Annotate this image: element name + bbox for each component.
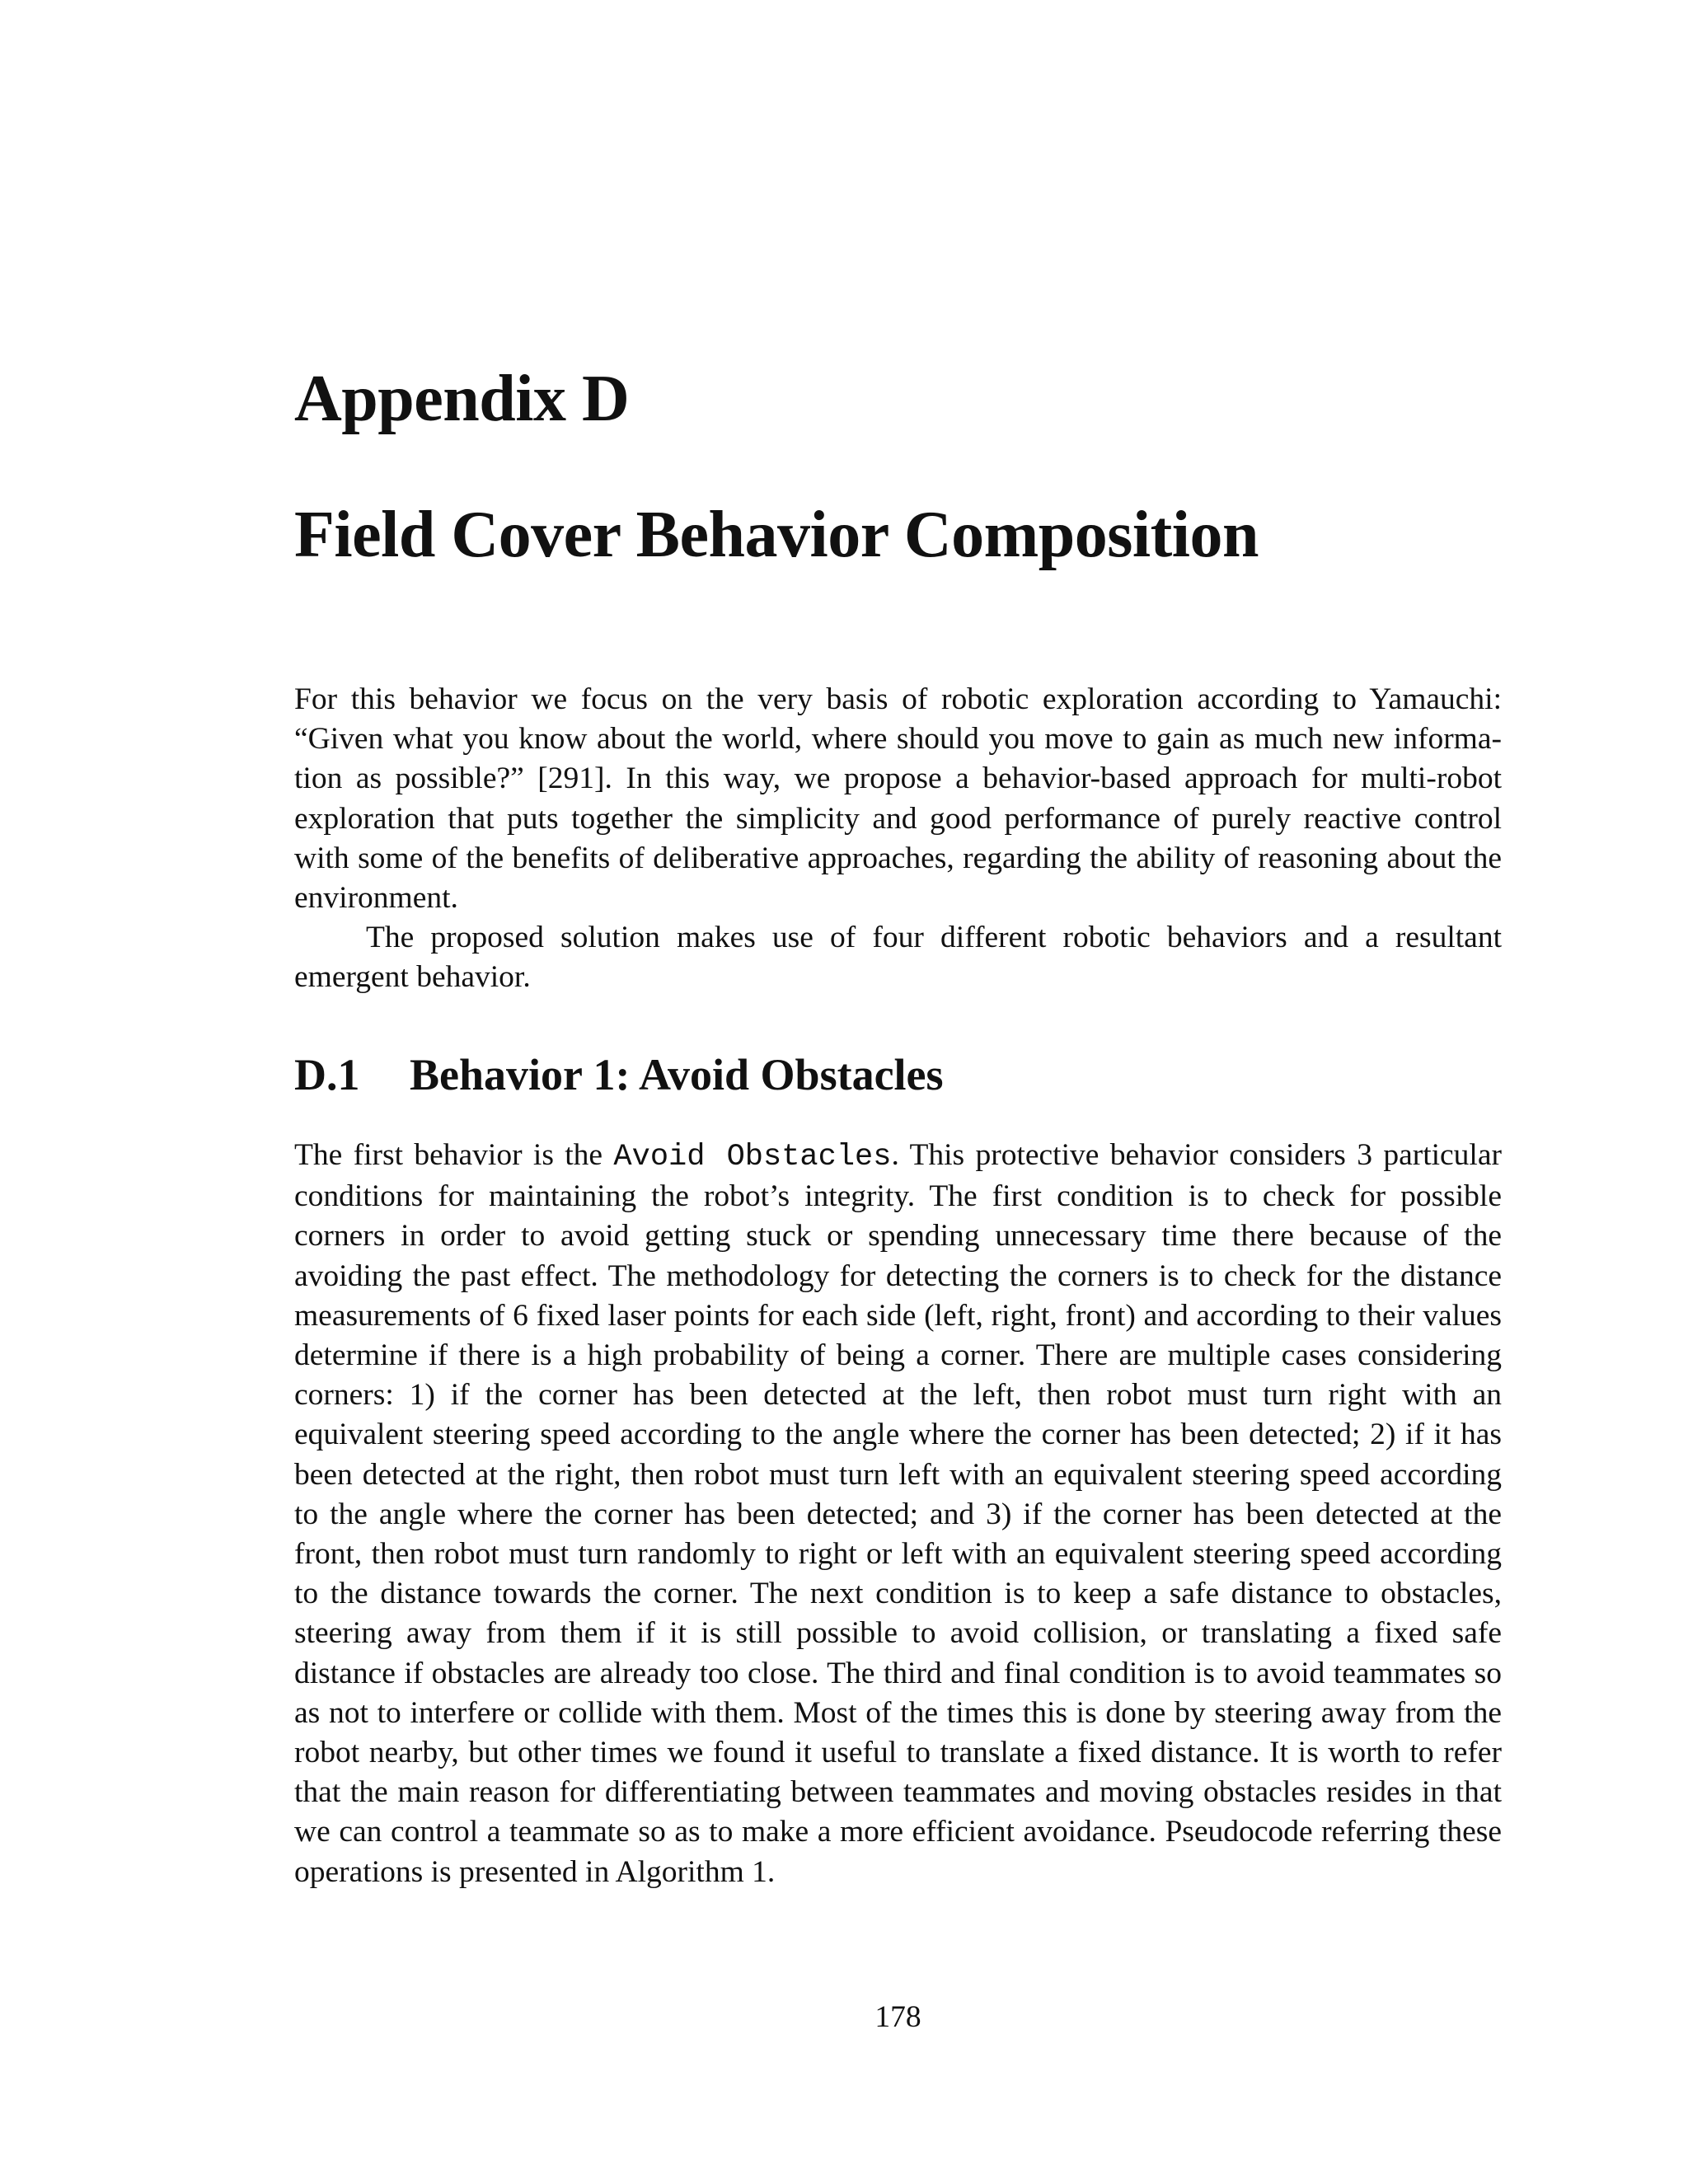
intro-paragraph-1: For this behavior we focus on the very basis of robotic exploration according to Yamauchi: “Given what you know about the world, where should you move to gain as much new information as possible?” [291]. In this way, we propose a behavior-based approach for multi-robot exploration that puts together the simplicity and good performance of purely reactive control with some of the benefits of deliberative approaches, regarding the ability of reasoning about the environment. xyxy=(294,682,1502,916)
intro-text xyxy=(294,680,1502,998)
section-title: Behavior 1: Avoid Obstacles xyxy=(410,1050,944,1099)
section-text-lead: The first behavior is the xyxy=(294,1138,614,1172)
chapter-title: Field Cover Behavior Composition xyxy=(294,499,1259,571)
page-number: 178 xyxy=(874,2000,921,2034)
section-number: D.1 xyxy=(294,1050,360,1099)
appendix-label: Appendix D xyxy=(294,363,630,435)
page xyxy=(294,0,1502,2184)
section-paragraph xyxy=(294,1136,1502,1892)
intro-paragraph-2: The proposed solution makes use of four different robotic behaviors and a resultant emergent behavior. xyxy=(294,921,1502,995)
section-body xyxy=(294,1136,1502,1892)
section-text-rest: . This protective behavior considers 3 particular conditions for maintaining the robot’s integrity. The first condition is to check for possible corners in order to avoid getting stuck or spending unnecessary time there because of the avoiding the past effect. The methodology for detecting the corners is to check for the distance measurements of 6 fixed laser points for each side (left, right, front) and according to their values determine if there is a high probability of being a corner. There are multiple cases considering corners: 1) if the corner has been detected at the left, then robot must turn right with an equivalent steering speed according to the angle where the corner has been detected; 2) if it has been detected at the right, then robot must turn left with an equivalent steering speed according to the angle where the corner has been detected; and 3) if the corner has been detected at the front, then robot must turn randomly to right or left with an equivalent steering speed according to the distance towards the corner. The next condition is to keep a safe distance to obstacles, steering away from them if it is still possible to avoid collision, or translating a fixed safe distance if obstacles are already too close. The third and final condition is to avoid teammates so as not to interfere or collide with them. Most of the times this is done by steering away from the robot nearby, but other times we found it useful to translate a fixed distance. It is worth to refer that the main reason for differentiating between teammates and moving obstacles resides in that we can control a teammate so as to make a more efficient avoidance. Pseudocode referring these operations is presented in Algorithm 1. xyxy=(294,1138,1502,1889)
section-heading xyxy=(294,1048,944,1102)
code-term: Avoid Obstacles xyxy=(613,1140,892,1174)
